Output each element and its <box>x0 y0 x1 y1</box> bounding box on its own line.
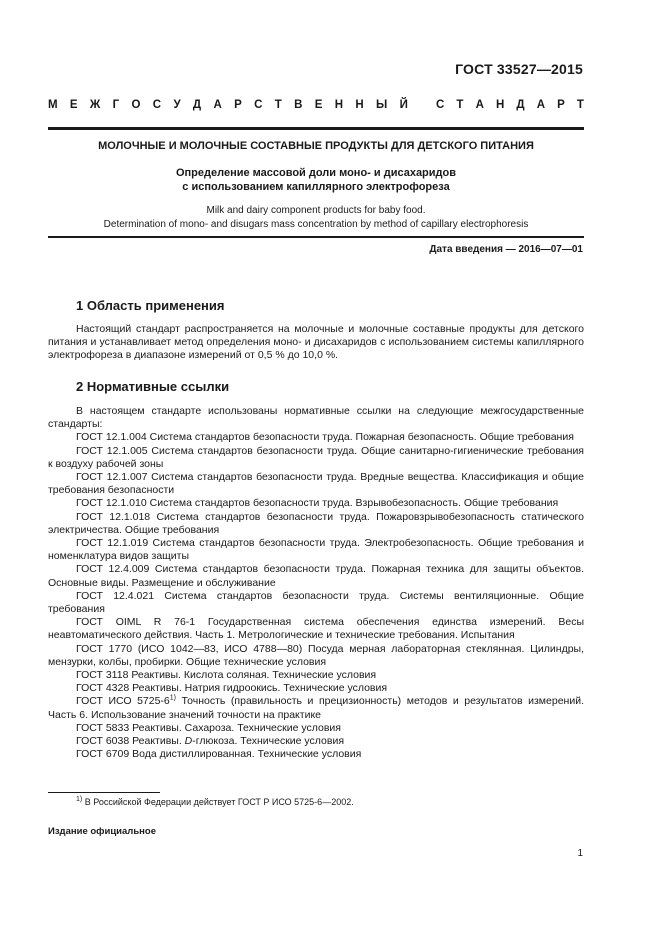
reference-item: ГОСТ 12.1.004 Система стандартов безопасности труда. Пожарная безопасность. Общие требования <box>76 431 574 444</box>
introduction-date: Дата введения — 2016—07—01 <box>429 244 583 255</box>
reference-item: ГОСТ 12.4.021 Система стандартов безопасности труда. Системы вентиляционные. Общие требования <box>48 589 584 616</box>
reference-item: ГОСТ 12.4.009 Система стандартов безопасности труда. Пожарная техника для защиты объектов. Основные виды. Размещение и обслуживание <box>48 563 584 589</box>
header-divider <box>48 127 584 130</box>
title-divider <box>48 236 584 238</box>
section-heading-scope: 1 Область применения <box>76 298 225 313</box>
references-intro: В настоящем стандарте использованы нормативные ссылки на следующие межгосударственные стандарты: <box>48 405 584 431</box>
page-number: 1 <box>577 848 583 859</box>
normative-references-list <box>48 405 584 761</box>
reference-item: ГОСТ OIML R 76-1 Государственная система обеспечения единства измерений. Весы неавтоматического действия. Часть 1. Метрологические и технические требования. Испытания <box>48 616 584 642</box>
reference-item: ГОСТ 5833 Реактивы. Сахароза. Технические условия <box>76 721 341 734</box>
interstate-word: М Е Ж Г О С У Д А Р С Т В Е Н Н Ы Й <box>48 99 408 111</box>
document-subtitle: Определение массовой доли моно- и дисахаридов с использованием капиллярного электрофореза <box>175 167 457 193</box>
footnote: $^{1)}$ В Российской Федерации действует ГОСТ Р ИСО 5725-6—2002. <box>76 796 354 807</box>
reference-item: ГОСТ 12.1.005 Система стандартов безопасности труда. Общие санитарно-гигиенические требования к воздуху рабочей зоны <box>48 444 584 470</box>
interstate-standard-banner <box>48 99 584 111</box>
reference-item: ГОСТ 1770 (ИСО 1042—83, ИСО 4788—80) Посуда мерная лабораторная стеклянная. Цилиндры, мензурки, колбы, пробирки. Общие технические условия <box>48 642 584 668</box>
reference-item: ГОСТ 6709 Вода дистиллированная. Технические условия <box>76 748 362 761</box>
reference-item: ГОСТ ИСО 5725-6$^{1)}$ Точность (правильность и прецизионность) методов и результатов измерений. Часть 6. Использование значений точности на практике <box>48 694 584 721</box>
footnote-marker[interactable]: 1) <box>169 694 176 702</box>
reference-item: ГОСТ 12.1.007 Система стандартов безопасности труда. Вредные вещества. Классификация и общие требования безопасности <box>48 471 584 497</box>
edition-label: Издание официальное <box>48 826 156 837</box>
section-heading-references: 2 Нормативные ссылки <box>76 379 230 394</box>
reference-item: ГОСТ 12.1.010 Система стандартов безопасности труда. Взрывобезопасность. Общие требования <box>76 497 559 510</box>
document-title: МОЛОЧНЫЕ И МОЛОЧНЫЕ СОСТАВНЫЕ ПРОДУКТЫ ДЛЯ ДЕТСКОГО ПИТАНИЯ <box>98 140 534 152</box>
reference-item: ГОСТ 12.1.018 Система стандартов безопасности труда. Пожаровзрывобезопасность статического электричества. Общие требования <box>48 510 584 536</box>
reference-item: ГОСТ 12.1.019 Система стандартов безопасности труда. Электробезопасность. Общие требования и номенклатура видов защиты <box>48 537 584 563</box>
document-title-english: Milk and dairy component products for baby food. Determination of mono- and disugars mass concentration by method of capillary electrophoresis <box>103 205 529 230</box>
section-scope-text: Настоящий стандарт распространяется на молочные и молочные составные продукты для детского питания и устанавливает метод определения моно- и дисахаридов с использованием системы капиллярного электрофореза в диапазоне измерений от 0,5 % до 10,0 %. <box>48 323 584 362</box>
footnote-divider <box>48 792 160 793</box>
reference-item: ГОСТ 4328 Реактивы. Натрия гидроокись. Технические условия <box>76 682 388 695</box>
document-number: ГОСТ 33527—2015 <box>455 61 583 77</box>
reference-item: ГОСТ 3118 Реактивы. Кислота соляная. Технические условия <box>76 669 377 682</box>
standard-word: С Т А Н Д А Р Т <box>436 99 584 111</box>
reference-item: ГОСТ 6038 Реактивы. D-глюкоза. Технические условия <box>76 735 345 748</box>
